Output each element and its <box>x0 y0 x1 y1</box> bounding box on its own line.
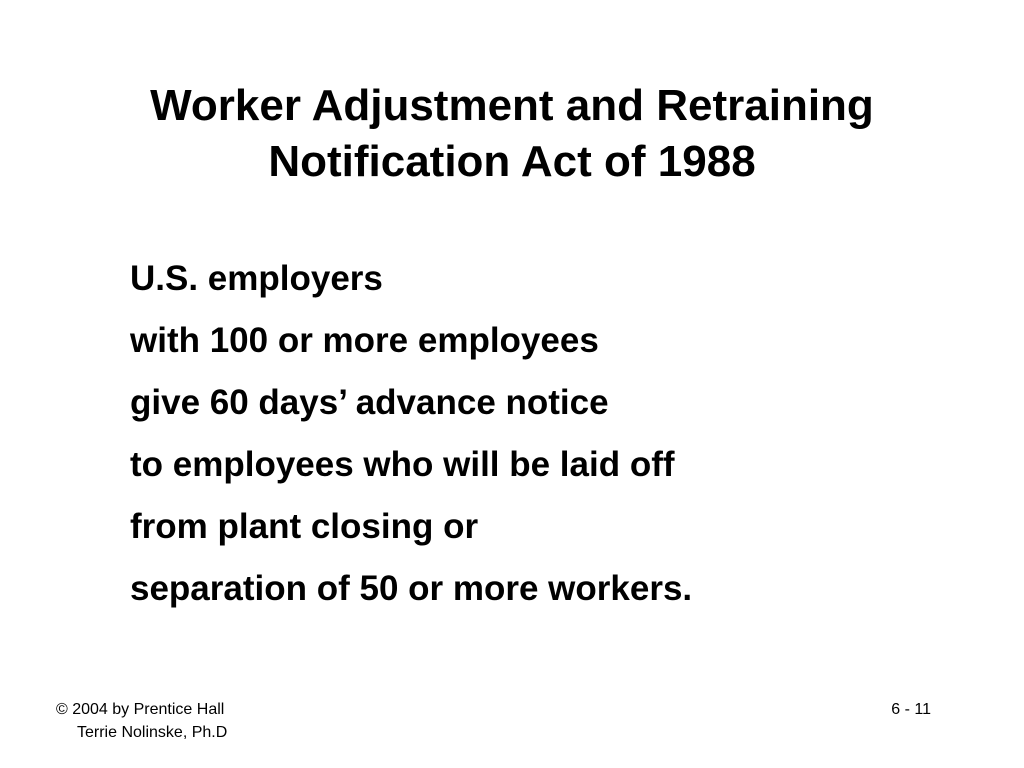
footer-copyright: © 2004 by Prentice Hall <box>56 701 225 718</box>
slide-title-line: Notification Act of 1988 <box>268 137 756 186</box>
footer-credits <box>56 698 227 744</box>
body-line: from plant closing or <box>130 507 479 546</box>
slide-title-line: Worker Adjustment and Retraining <box>150 81 874 130</box>
body-line: with 100 or more employees <box>130 321 599 360</box>
footer-author: Terrie Nolinske, Ph.D <box>77 724 228 741</box>
body-line: give 60 days’ advance notice <box>130 383 609 422</box>
body-line: to employees who will be laid off <box>130 445 675 484</box>
slide-body <box>130 248 970 620</box>
page-number: 6 - 11 <box>891 701 931 718</box>
body-line: U.S. employers <box>130 259 383 298</box>
body-line: separation of 50 or more workers. <box>130 569 693 608</box>
slide-title <box>60 78 964 190</box>
